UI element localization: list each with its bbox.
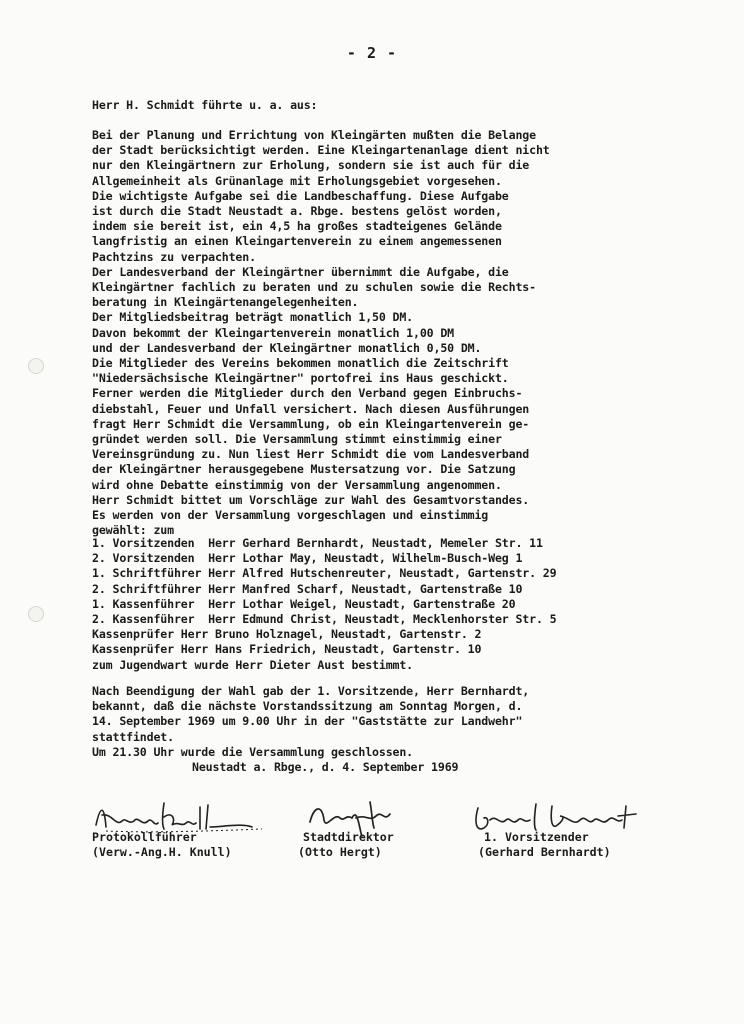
body-line: gewählt: zum	[92, 523, 174, 538]
body-line: Ferner werden die Mitglieder durch den Verband gegen Einbruchs-	[92, 386, 523, 401]
body-line: Herr Schmidt bittet um Vorschläge zur Wahl des Gesamtvorstandes.	[92, 492, 530, 507]
body-line: "Niedersächsische Kleingärtner" portofrei ins Haus geschickt.	[92, 371, 509, 386]
body-line: und der Landesverband der Kleingärtner monatlich 0,50 DM.	[92, 340, 482, 355]
body-line: fragt Herr Schmidt die Versammlung, ob ein Kleingartenverein ge-	[92, 416, 530, 431]
body-line: Die wichtigste Aufgabe sei die Landbeschaffung. Diese Aufgabe	[92, 188, 509, 203]
body-line: Vereinsgründung zu. Nun liest Herr Schmidt die vom Landesverband	[92, 447, 530, 462]
body-line: Kleingärtner fachlich zu beraten und zu schulen sowie die Rechts-	[92, 280, 536, 294]
body-line: indem sie bereit ist, ein 4,5 ha großes stadteigenes Gelände	[92, 219, 502, 234]
body-line: Der Mitgliedsbeitrag beträgt monatlich 1,50 DM.	[92, 310, 414, 325]
body-line: beratung in Kleingärtenangelegenheiten.	[92, 295, 359, 310]
body-line: Die Mitglieder des Vereins bekommen monatlich die Zeitschrift	[92, 356, 509, 370]
closing-line: Um 21.30 Uhr wurde die Versammlung geschlossen.	[92, 744, 414, 759]
punch-hole	[28, 358, 44, 374]
punch-hole	[28, 606, 44, 622]
signature-role-protokollfuehrer: Protokollführer	[92, 830, 197, 844]
body-line: ist durch die Stadt Neustadt a. Rbge. bestens gelöst worden,	[92, 204, 502, 218]
signature-name-bernhardt: (Gerhard Bernhardt)	[478, 845, 611, 859]
signature-role-vorsitzender: 1. Vorsitzender	[484, 830, 589, 844]
closing-line: Nach Beendigung der Wahl gab der 1. Vorsitzende, Herr Bernhardt,	[92, 684, 530, 698]
signature-name-hergt: (Otto Hergt)	[298, 845, 382, 859]
closing-line: bekannt, daß die nächste Vorstandssitzung am Sonntag Morgen, d.	[92, 699, 523, 714]
elected-line: zum Jugendwart wurde Herr Dieter Aust bestimmt.	[92, 657, 414, 672]
elected-line: 1. Vorsitzenden Herr Gerhard Bernhardt, Neustadt, Memeler Str. 11	[92, 536, 543, 550]
body-line: nur den Kleingärtnern zur Erholung, sondern sie ist auch für die	[92, 158, 530, 173]
body-line: Davon bekommt der Kleingartenverein monatlich 1,00 DM	[92, 325, 454, 340]
intro-line: Herr H. Schmidt führte u. a. aus:	[92, 98, 318, 112]
closing-line: 14. September 1969 um 9.00 Uhr in der "Gaststätte zur Landwehr"	[92, 714, 523, 729]
body-line: der Kleingärtner herausgegebene Mustersatzung vor. Die Satzung	[92, 462, 516, 477]
page-number: - 2 -	[346, 44, 398, 62]
signature-name-knull: (Verw.-Ang.H. Knull)	[92, 845, 232, 859]
place-date: Neustadt a. Rbge., d. 4. September 1969	[192, 760, 459, 774]
body-line: Pachtzins zu verpachten.	[92, 249, 256, 264]
body-line: Der Landesverband der Kleingärtner übernimmt die Aufgabe, die	[92, 264, 509, 279]
body-line: der Stadt berücksichtigt werden. Eine Kleingartenanlage dient nicht	[92, 143, 550, 158]
body-line: wird ohne Debatte einstimmig von der Versammlung angenommen.	[92, 477, 502, 492]
body-line: diebstahl, Feuer und Unfall versichert. Nach diesen Ausführungen	[92, 401, 530, 416]
body-line: Es werden von der Versammlung vorgeschlagen und einstimmig	[92, 508, 489, 522]
body-line: Bei der Planung und Errichtung von Kleingärten mußten die Belange	[92, 128, 536, 142]
signature-role-stadtdirektor: Stadtdirektor	[303, 830, 394, 844]
elected-line: Kassenprüfer Herr Bruno Holznagel, Neustadt, Gartenstr. 2	[92, 627, 482, 642]
body-line: langfristig an einen Kleingartenverein zu einem angemessenen	[92, 234, 502, 249]
elected-line: 1. Schriftführer Herr Alfred Hutschenreuter, Neustadt, Gartenstr. 29	[92, 566, 557, 581]
elected-line: Kassenprüfer Herr Hans Friedrich, Neustadt, Gartenstr. 10	[92, 642, 482, 657]
elected-line: 2. Kassenführer Herr Edmund Christ, Neustadt, Mecklenhorster Str. 5	[92, 612, 557, 626]
elected-line: 2. Schriftführer Herr Manfred Scharf, Neustadt, Gartenstraße 10	[92, 581, 523, 596]
body-line: Allgemeinheit als Grünanlage mit Erholungsgebiet vorgesehen.	[92, 173, 502, 188]
elected-line: 2. Vorsitzenden Herr Lothar May, Neustadt, Wilhelm-Busch-Weg 1	[92, 551, 523, 566]
elected-line: 1. Kassenführer Herr Lothar Weigel, Neustadt, Gartenstraße 20	[92, 596, 516, 611]
closing-line: stattfindet.	[92, 729, 174, 744]
body-line: gründet werden soll. Die Versammlung stimmt einstimmig einer	[92, 432, 502, 446]
